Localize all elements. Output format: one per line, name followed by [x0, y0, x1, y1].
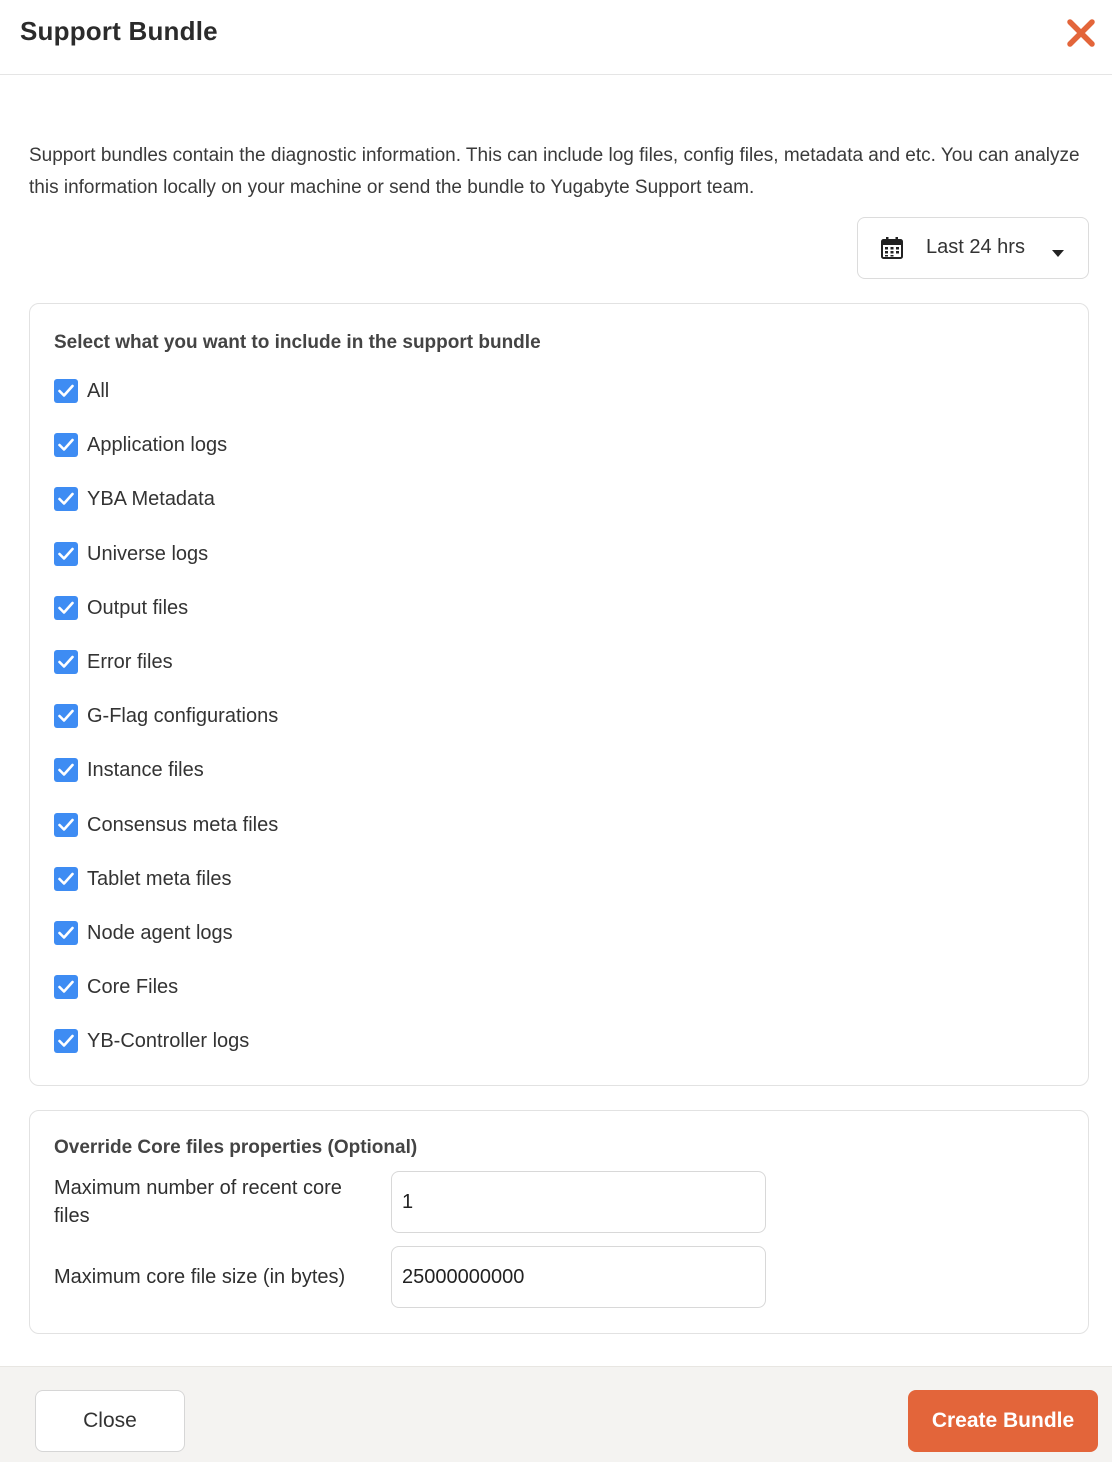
- checkbox[interactable]: [54, 542, 78, 566]
- calendar-icon: [880, 236, 904, 260]
- modal-title: Support Bundle: [20, 16, 218, 46]
- caret-down-icon: [1052, 245, 1064, 253]
- checkbox[interactable]: [54, 487, 78, 511]
- checkmark-icon: [58, 1034, 74, 1048]
- checkmark-icon: [58, 384, 74, 398]
- checkbox-label: Universe logs: [87, 543, 209, 565]
- date-range-label: Last 24 hrs: [926, 236, 1025, 258]
- checkbox-label: G-Flag configurations: [87, 705, 279, 727]
- close-button[interactable]: Close: [35, 1390, 185, 1452]
- checkbox-label: Application logs: [87, 434, 228, 456]
- max-core-files-label: Maximum number of recent core files: [54, 1177, 342, 1227]
- checkmark-icon: [58, 763, 74, 777]
- checkbox-label: Tablet meta files: [87, 868, 232, 890]
- max-core-size-label: Maximum core file size (in bytes): [54, 1266, 346, 1288]
- checkbox[interactable]: [54, 921, 78, 945]
- create-bundle-button[interactable]: Create Bundle: [908, 1390, 1098, 1452]
- checkbox[interactable]: [54, 704, 78, 728]
- modal-footer: [0, 1366, 1112, 1462]
- modal-description: Support bundles contain the diagnostic information. This can include log files, config files, metadata and etc. You can analyze this information locally on your machine or send the bundle to Yugabyte Support team.: [29, 145, 1080, 198]
- date-range-dropdown[interactable]: [857, 217, 1089, 279]
- checkbox[interactable]: [54, 975, 78, 999]
- checkmark-icon: [58, 655, 74, 669]
- checkbox-label: Error files: [87, 651, 173, 673]
- checkmark-icon: [58, 980, 74, 994]
- checkbox[interactable]: [54, 813, 78, 837]
- checkbox-label: Output files: [87, 597, 189, 619]
- checkbox-label: Consensus meta files: [87, 814, 279, 836]
- checkbox[interactable]: [54, 433, 78, 457]
- checkbox-label: YB-Controller logs: [87, 1030, 250, 1052]
- checkmark-icon: [58, 438, 74, 452]
- max-core-files-input[interactable]: [391, 1171, 766, 1233]
- modal-header: [0, 0, 1112, 75]
- checkbox[interactable]: [54, 650, 78, 674]
- include-heading: Select what you want to include in the support bundle: [54, 332, 541, 353]
- checkbox[interactable]: [54, 1029, 78, 1053]
- override-panel: [29, 1110, 1089, 1334]
- checkmark-icon: [58, 601, 74, 615]
- checkbox[interactable]: [54, 867, 78, 891]
- max-core-size-input[interactable]: [391, 1246, 766, 1308]
- checkbox-label: Core Files: [87, 976, 179, 998]
- checkbox-label: Instance files: [87, 759, 204, 781]
- checkbox[interactable]: [54, 379, 78, 403]
- checkbox[interactable]: [54, 758, 78, 782]
- checkbox-label: Node agent logs: [87, 922, 233, 944]
- checkbox-label: YBA Metadata: [87, 488, 215, 510]
- include-panel: [29, 303, 1089, 1086]
- checkmark-icon: [58, 872, 74, 886]
- checkmark-icon: [58, 492, 74, 506]
- checkmark-icon: [58, 547, 74, 561]
- checkmark-icon: [58, 818, 74, 832]
- override-heading: Override Core files properties (Optional): [54, 1137, 418, 1158]
- checkmark-icon: [58, 926, 74, 940]
- checkbox[interactable]: [54, 596, 78, 620]
- checkmark-icon: [58, 709, 74, 723]
- close-icon[interactable]: [1066, 18, 1096, 48]
- checkbox-label: All: [87, 380, 110, 402]
